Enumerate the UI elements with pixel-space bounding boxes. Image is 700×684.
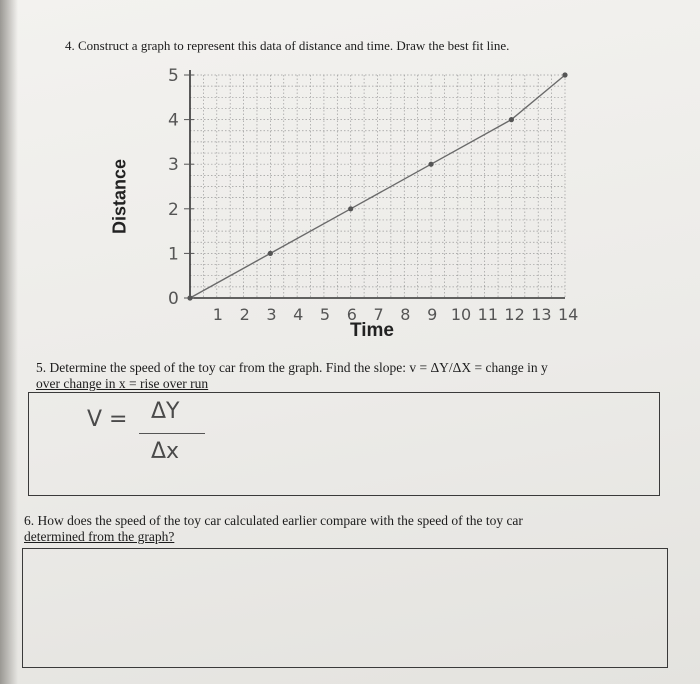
graph-grid bbox=[190, 75, 565, 298]
question-6 bbox=[24, 513, 664, 545]
question-5 bbox=[36, 360, 656, 392]
question-5-line2: over change in x = rise over run bbox=[36, 376, 209, 391]
y-tick-label: 2 bbox=[168, 199, 179, 220]
y-tick-label: 1 bbox=[168, 244, 179, 265]
x-tick-label: 6 bbox=[346, 305, 357, 324]
x-tick-label: 11 bbox=[477, 305, 499, 324]
y-tick-label: 5 bbox=[168, 66, 179, 86]
question-4: 4. Construct a graph to represent this data of distance and time. Draw the best fit line. bbox=[65, 38, 510, 53]
question-6-line2: determined from the graph? bbox=[24, 529, 175, 544]
data-point bbox=[187, 295, 192, 300]
x-tick-label: 8 bbox=[400, 305, 411, 324]
fraction-bar bbox=[139, 433, 205, 434]
answer-denominator: Δx bbox=[151, 439, 180, 464]
answer-box-5[interactable] bbox=[28, 392, 660, 496]
data-point bbox=[562, 72, 567, 77]
x-tick-labels bbox=[213, 305, 579, 324]
x-tick-label: 14 bbox=[558, 305, 579, 324]
question-5-line1: 5. Determine the speed of the toy car from the graph. Find the slope: v = ΔY/ΔX = change in y bbox=[36, 360, 548, 375]
answer-box-6[interactable] bbox=[22, 548, 668, 668]
x-tick-label: 9 bbox=[427, 305, 438, 324]
x-tick-label: 10 bbox=[450, 305, 472, 324]
x-tick-label: 13 bbox=[531, 305, 552, 324]
x-tick-label: 5 bbox=[319, 305, 331, 324]
answer-v-equals: V = bbox=[87, 407, 128, 432]
question-6-line1: 6. How does the speed of the toy car calculated earlier compare with the speed of the toy car bbox=[24, 513, 523, 528]
data-point bbox=[428, 162, 433, 167]
x-tick-label: 7 bbox=[373, 305, 384, 324]
y-tick-label: 4 bbox=[168, 110, 179, 131]
data-point bbox=[348, 206, 353, 211]
y-tick-label: 3 bbox=[168, 155, 179, 176]
x-tick-label: 4 bbox=[293, 305, 304, 324]
x-tick-label: 12 bbox=[504, 305, 525, 324]
data-point bbox=[268, 251, 273, 256]
answer-numerator: ΔY bbox=[151, 399, 180, 424]
y-tick-label: 0 bbox=[168, 289, 179, 309]
x-tick-label: 1 bbox=[212, 305, 223, 324]
y-axis-label: Distance bbox=[109, 158, 130, 235]
x-tick-label: 2 bbox=[239, 305, 250, 324]
data-point bbox=[509, 117, 514, 122]
x-axis-label: Time bbox=[350, 320, 395, 341]
x-tick-label: 3 bbox=[266, 305, 277, 324]
